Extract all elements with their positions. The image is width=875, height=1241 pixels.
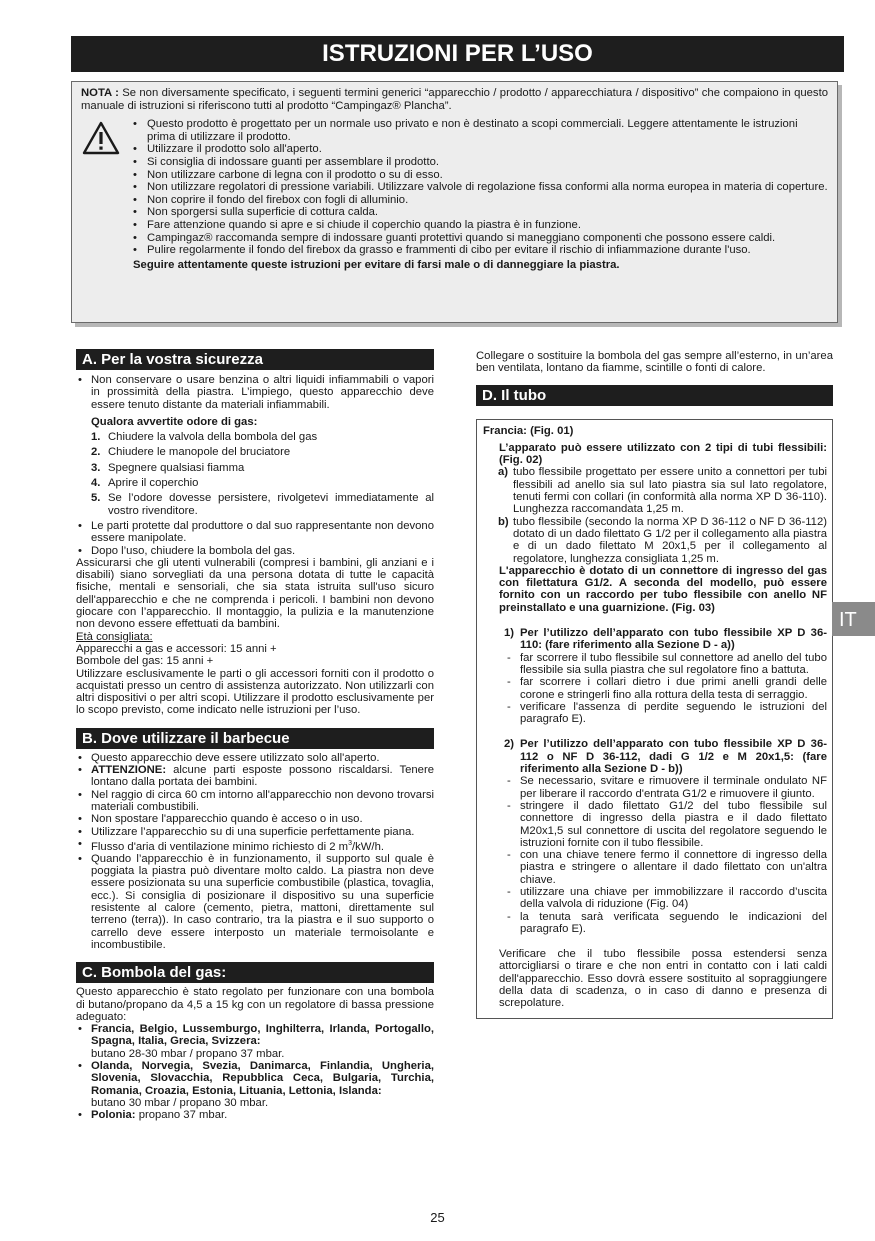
procedure-1-item: - verificare l'assenza di perdite seguendo le istruzioni del paragrafo E). [483,701,827,726]
section-c-continued: Collegare o sostituire la bombola del gas sempre all’esterno, in un’area ben ventilata, lontano da fiamme, scintille o fonti di calore. [476,350,833,375]
gas-step: 5. Se l’odore dovesse persistere, rivolgetevi immediatamente al vostro rivenditore. [91,492,434,517]
warning-triangle-icon [81,118,127,271]
gas-odor-title: Qualora avvertite odore di gas: [91,415,258,428]
warning-item: • Pulire regolarmente il fondo del firebox da grasso e frammenti di cibo per evitare il rischio di infiammazione durante l'uso. [133,244,828,257]
gas-odor-steps [76,431,434,517]
section-b-bullet: • Utilizzare l’apparecchio su di una superficie perfettamente piana. [76,826,434,838]
section-d-heading: D. Il tubo [476,385,833,406]
age-gas-appliances: Apparecchi a gas e accessori: 15 anni + [76,642,277,655]
nota-label: NOTA : [81,87,119,99]
warning-item: • Non sporgersi sulla superficie di cottura calda. [133,206,828,219]
procedure-1-title: 1) Per l’utilizzo dell’apparato con tubo flessibile XP D 36-110: (fare riferimento alla Sezione D - a)) [504,627,827,652]
section-c-intro: Questo apparecchio è stato regolato per funzionare con una bombola di butano/propano da 4,5 a 15 kg con un regolatore di bassa pressione adeguato: [76,986,434,1023]
warning-final-note: Seguire attentamente queste istruzioni per evitare di farsi male o di danneggiare la piastra. [133,258,620,271]
age-gas-cylinders: Bombole del gas: 15 anni + [76,655,214,668]
section-a-bullet: • Le parti protette dal produttore o dal suo rappresentante non devono essere manipolate. [76,520,434,545]
procedure-2-item: - Se necessario, svitare e rimuovere il terminale ondulato NF per liberare il raccordo d'entrata G1/2 e rimuovere il giunto. [483,775,827,800]
gas-step: 3. Spegnere qualsiasi fiamma [91,461,245,474]
procedure-2-item: - utilizzare una chiave per immobilizzare il raccordo d’uscita della valvola di riduzione (Fig. 04) [483,886,827,911]
warning-item: • Utilizzare il prodotto solo all'aperto. [133,143,828,156]
tubo-box [476,419,833,1019]
warning-list [127,118,828,257]
warning-item: • Questo prodotto è progettato per un normale uso privato e non è destinato a scopi commerciali. Leggere attentamente le istruzioni prima di utilizzare il prodotto. [133,118,828,143]
page-number: 25 [430,1210,445,1225]
section-b-heading: B. Dove utilizzare il barbecue [76,728,434,749]
section-b-bullet: • Nel raggio di circa 60 cm intorno all'apparecchio non devono trovarsi materiali combustibili. [76,789,434,814]
country-group: • Polonia: propano 37 mbar. [76,1109,434,1121]
closing-note: Verificare che il tubo flessibile possa estendersi senza attorcigliarsi o tirare e che non entri in contatto con i lati caldi dell'apparecchio. Esso dovrà essere sostituito al sopraggiungere della data di scadenza, o in caso di danno e presenza di screpolature. [499,948,827,1010]
warning-item: • Campingaz® raccomanda sempre di indossare guanti protettivi quando si maneggiano componenti che possono essere caldi. [133,232,828,245]
tubo-intro: L’apparato può essere utilizzato con 2 tipi di tubi flessibili: (Fig. 02) [499,441,827,467]
gas-step: 4. Aprire il coperchio [91,477,199,490]
tube-type-a: a) tubo flessibile progettato per essere unito a connettori per tubi flessibili ad anello sia sul lato piastra sia sul lato regolatore, tenuti fermi con collari (in conformità alla norma XP D 36-110). Lunghezza raccomandata 1,25 m. [498,466,827,516]
section-a-bullet: • Dopo l’uso, chiudere la bombola del gas. [76,545,434,557]
section-b-bullet: • ATTENZIONE: alcune parti esposte possono riscaldarsi. Tenere lontano dalla portata dei bambini. [76,764,434,789]
page-title: ISTRUZIONI PER L’USO [71,36,844,72]
connector-note: L'apparecchio è dotato di un connettore di ingresso del gas con filettatura G1/2. A seconda del modello, può essere fornito con un raccordo per tubo flessibile con anello NF preinstallato e una guarnizione. (Fig. 03) [499,564,827,614]
nota-box [71,81,838,323]
country-group: • Francia, Belgio, Lussemburgo, Inghilterra, Irlanda, Portogallo, Spagna, Italia, Grecia, Svizzera: butano 28-30 mbar / propano 37 mbar. [76,1023,434,1060]
gas-step: 2. Chiudere le manopole del bruciatore [91,446,291,459]
nota-text: Se non diversamente specificato, i seguenti termini generici “apparecchio / prodotto / apparecchiatura / dispositivo” che compaiono in questo manuale di istruzioni si riferiscono tutti al prodotto “Campingaz® Plancha”. [81,87,829,112]
warning-item: • Fare attenzione quando si apre e si chiude il coperchio quando la piastra è in funzione. [133,219,828,232]
procedure-1-item: - far scorrere il tubo flessibile sul connettore ad anello del tubo flessibile sia sulla piastra che sul regolatore fino a battuta. [483,652,827,677]
francia-label: Francia: (Fig. 01) [483,424,574,437]
warning-item: • Non coprire il fondo del firebox con fogli di alluminio. [133,194,828,207]
procedure-1-item: - far scorrere i collari dietro i due primi anelli grandi delle corone e stringerli fino alla rottura della testa di serraggio. [483,676,827,701]
nota-paragraph [81,87,828,112]
warning-item: • Si consiglia di indossare guanti per assemblare il prodotto. [133,156,828,169]
tube-type-b: b) tubo flessibile (secondo la norma XP D 36-112 o NF D 36-112) dotato di un dado filettato G 1/2 per il collegamento alla piastra e di un dado filettato M 20x1,5 per il collegamento al regolatore, lunghezza consigliata 1,25 m. [498,515,827,565]
procedure-2-item: - stringere il dado filettato G1/2 del tubo flessibile sul connettore di ingresso della piastra e il dado filettato M20x1,5 sul connettore di uscita del regolatore seguendo le istruzioni fornite con il tubo flessibile. [483,800,827,849]
section-b-bullet: • Questo apparecchio deve essere utilizzato solo all'aperto. [76,752,434,764]
section-b-bullet: • Flusso d'aria di ventilazione minimo richiesto di 2 $m^3/kW/h$. [76,838,434,853]
section-c-heading: C. Bombola del gas: [76,962,434,983]
section-b-bullet: • Non spostare l'apparecchio quando è acceso o in uso. [76,813,434,825]
section-a-heading: A. Per la vostra sicurezza [76,349,434,370]
accessories-paragraph: Utilizzare esclusivamente le parti o gli accessori forniti con il prodotto o acquistati presso un centro di assistenza autorizzato. Non utilizzarli con altri dispositivi o per altri scopi. Utilizzare il prodotto esclusivamente per lo scopo previsto, come indicato nelle istruzioni per l’uso. [76,667,434,717]
warning-item: • Non utilizzare regolatori di pressione variabili. Utilizzare valvole di regolazione fissa conformi alla norma europea in materia di coperture. [133,181,828,194]
warning-item: • Non utilizzare carbone di legna con il prodotto o su di esso. [133,169,828,182]
procedure-2-item: - con una chiave tenere fermo il connettore di ingresso della piastra e stringere o allentare il dado filettato con un'altra chiave. [483,849,827,886]
procedure-2-title: 2) Per l’utilizzo dell’apparato con tubo flessibile XP D 36-112 o NF D 36-112, dadi G 1/2 e M 20x1,5: (fare riferimento alla Sezione D - b)) [504,738,827,776]
left-column [76,349,434,1122]
section-a-bullet: • Non conservare o usare benzina o altri liquidi infiammabili o vapori in prossimità della piastra. L’impiego, questo apparecchio deve essere tenuto distante da materiali infiammabili. [76,374,434,411]
language-tab: IT [832,602,875,636]
gas-step: 1. Chiudere la valvola della bombola del gas [91,431,318,444]
section-b-bullet: • Quando l’apparecchio è in funzionamento, il supporto sul quale è poggiata la piastra può diventare molto caldo. La piastra non deve essere posizionata su una superficie combustibile (plastica, tovaglia, ecc.). Si consiglia di posizionare il dispositivo su una superficie resistente al calore (cemento, pietra, mattoni, direttamente sul terreno (terra)). In caso contrario, tra la piastra e il suo supporto o carrello deve essere interposto un materiale termoisolante e incombustibile. [76,853,434,951]
procedure-2-item: - la tenuta sarà verificata seguendo le indicazioni del paragrafo E). [483,911,827,936]
vulnerable-users-paragraph: Assicurarsi che gli utenti vulnerabili (compresi i bambini, gli anziani e i disabili) siano sorvegliati da una persona dotata di tutte le capacità fisiche, mentali e sensoriali, che sia stata istruita sull'uso sicuro dell'apparecchio e che ne comprenda i pericoli. I bambini non devono giocare con l’apparecchio. Il montaggio, la pulizia e la manutenzione non devono essere effettuati da bambini. [76,556,434,631]
right-column [476,350,833,1019]
age-title: Età consigliata: [76,630,153,643]
country-group: • Olanda, Norvegia, Svezia, Danimarca, Finlandia, Ungheria, Slovenia, Slovacchia, Repubblica Ceca, Bulgaria, Turchia, Romania, Croazia, Estonia, Lituania, Lettonia, Islanda: butano 30 mbar / propano 30 mbar. [76,1060,434,1109]
